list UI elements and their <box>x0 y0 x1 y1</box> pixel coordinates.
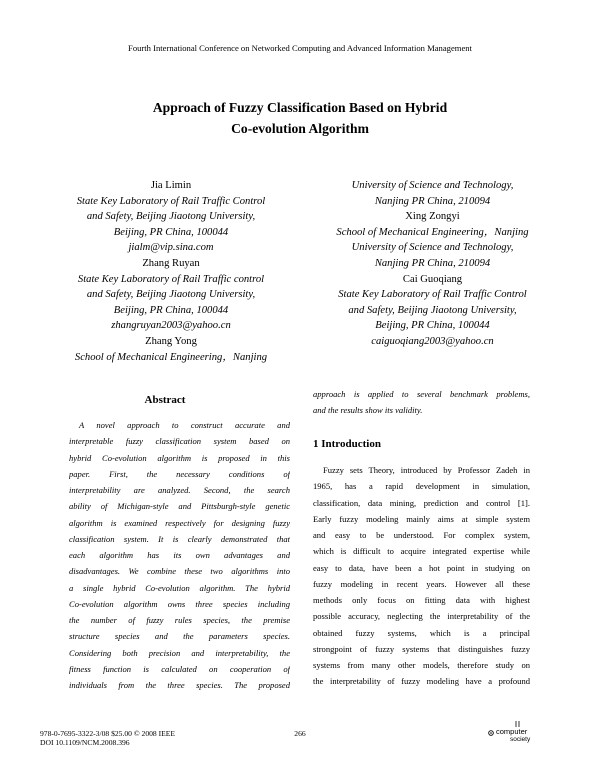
author-affiliation: jialm@vip.sina.com <box>128 242 214 254</box>
author-affiliation: State Key Laboratory of Rail Traffic control <box>77 273 265 285</box>
text-line: Early fuzzy modeling mainly aims at simple system <box>313 513 530 524</box>
text-line: A novel approach to construct accurate and <box>79 420 290 430</box>
introduction-body <box>313 462 530 690</box>
footer-isbn: 978-0-7695-3322-3/08 $25.00 © 2008 IEEE <box>40 729 176 738</box>
abstract-continuation <box>313 386 530 419</box>
computer-society-logo <box>483 720 553 750</box>
authors-right-column <box>305 178 560 350</box>
authors-left-column <box>40 178 302 365</box>
computer-society-logo-icon <box>483 720 553 750</box>
text-line: interpretable fuzzy classification system based on <box>69 436 290 447</box>
abstract-heading: Abstract <box>144 394 186 406</box>
text-line: classification, data mining, prediction and control [1]. <box>313 497 530 508</box>
author-affiliation: State Key Laboratory of Rail Traffic Control <box>338 289 527 301</box>
title-line: Approach of Fuzzy Classification Based on Hybrid <box>152 100 448 115</box>
author-affiliation: zhangruyan2003@yahoo.cn <box>111 320 231 332</box>
author-name: Xing Zongyi <box>405 211 460 223</box>
text-line: structure species and the parameters species. <box>69 631 290 642</box>
author-name: Cai Guoqiang <box>402 273 463 285</box>
text-line: systems from many other models, therefore study on <box>313 660 530 670</box>
author-affiliation: Beijing, PR China, 100044 <box>113 226 229 238</box>
text-line: and the results show its validity. <box>313 405 423 416</box>
author-affiliation: University of Science and Technology, <box>351 180 514 191</box>
author-name: Jia Limin <box>150 180 192 191</box>
footer-doi: DOI 10.1109/NCM.2008.396 <box>40 738 130 747</box>
paper-title <box>0 97 600 139</box>
text-line: which is difficult to acquire integrated expertise while <box>313 546 530 557</box>
text-line: fuzzy modeling in recent years. However all these <box>313 578 530 589</box>
text-line: Considering both precision and interpretability, the <box>69 647 290 658</box>
title-line: Co-evolution Algorithm <box>231 121 369 136</box>
text-line: classification system. It is clearly demonstrated that <box>69 533 290 544</box>
text-line: disadvantages. We combine these two algorithms into <box>69 566 290 577</box>
text-line: and easy to be understood. For complex system, <box>313 530 530 540</box>
text-line: individuals from the three species. The proposed <box>69 680 290 690</box>
text-line: methods only focus on fitting data with highest <box>313 595 530 605</box>
text-line: a single hybrid Co-evolution algorithm. The hybrid <box>69 582 290 593</box>
author-affiliation: School of Mechanical Engineering，Nanjing <box>336 226 529 238</box>
page-number: 266 <box>294 729 306 738</box>
text-line: algorithm is examined respectively for designing fuzzy <box>69 517 290 528</box>
abstract-body <box>69 417 290 693</box>
text-line: 1965, has a rapid development in simulation, <box>313 481 530 492</box>
author-affiliation: and Safety, Beijing Jiaotong University, <box>348 304 517 316</box>
author-affiliation: and Safety, Beijing Jiaotong University, <box>86 289 256 301</box>
author-affiliation: Nanjing PR China, 210094 <box>374 195 491 207</box>
text-line: Co-evolution algorithm owns three species including <box>69 598 290 609</box>
introduction-heading: 1 Introduction <box>313 438 381 450</box>
svg-text:society: society <box>510 736 531 743</box>
text-line: fitness function is calculated on cooperation of <box>69 663 290 674</box>
author-affiliation: caiguoqiang2003@yahoo.cn <box>371 335 494 347</box>
author-affiliation: University of Science and Technology, <box>351 242 514 254</box>
author-name: Zhang Ruyan <box>142 257 200 269</box>
text-line: hybrid Co-evolution algorithm is proposed in this <box>69 452 290 463</box>
text-line: strongpoint of fuzzy systems that distinguishes fuzzy <box>313 643 530 654</box>
author-affiliation: and Safety, Beijing Jiaotong University, <box>86 211 256 223</box>
text-line: Fuzzy sets Theory, introduced by Professor Zadeh in <box>323 465 530 475</box>
conference-header: Fourth International Conference on Networked Computing and Advanced Information Management <box>128 43 472 53</box>
text-line: approach is applied to several benchmark problems, <box>313 389 530 399</box>
author-affiliation: Beijing, PR China, 100044 <box>375 320 490 332</box>
author-affiliation: Nanjing PR China, 210094 <box>374 257 491 269</box>
author-affiliation: State Key Laboratory of Rail Traffic Control <box>76 195 266 207</box>
text-line: the interpretability of fuzzy modeling have a profound <box>313 676 530 687</box>
author-affiliation: School of Mechanical Engineering，Nanjing <box>74 351 268 363</box>
text-line: the number of fuzzy rules species, the premise <box>69 615 290 625</box>
text-line: paper. First, the necessary conditions of <box>69 468 290 479</box>
text-line: obtained fuzzy systems, which is a principal <box>313 627 530 638</box>
text-line: ability of Michigan-style and Pittsburgh-style genetic <box>69 501 290 512</box>
text-line: interpretability are analyzed. Second, the search <box>69 485 290 495</box>
author-name: Zhang Yong <box>145 335 197 347</box>
text-line: easy to data, have been a hot point in studying on <box>313 562 530 573</box>
text-line: possible accuracy, neglecting the interpretability of the <box>313 611 530 622</box>
text-line: each algorithm has its own advantages and <box>69 550 290 560</box>
author-affiliation: Beijing, PR China, 100044 <box>113 304 229 316</box>
svg-text:computer: computer <box>496 727 528 736</box>
